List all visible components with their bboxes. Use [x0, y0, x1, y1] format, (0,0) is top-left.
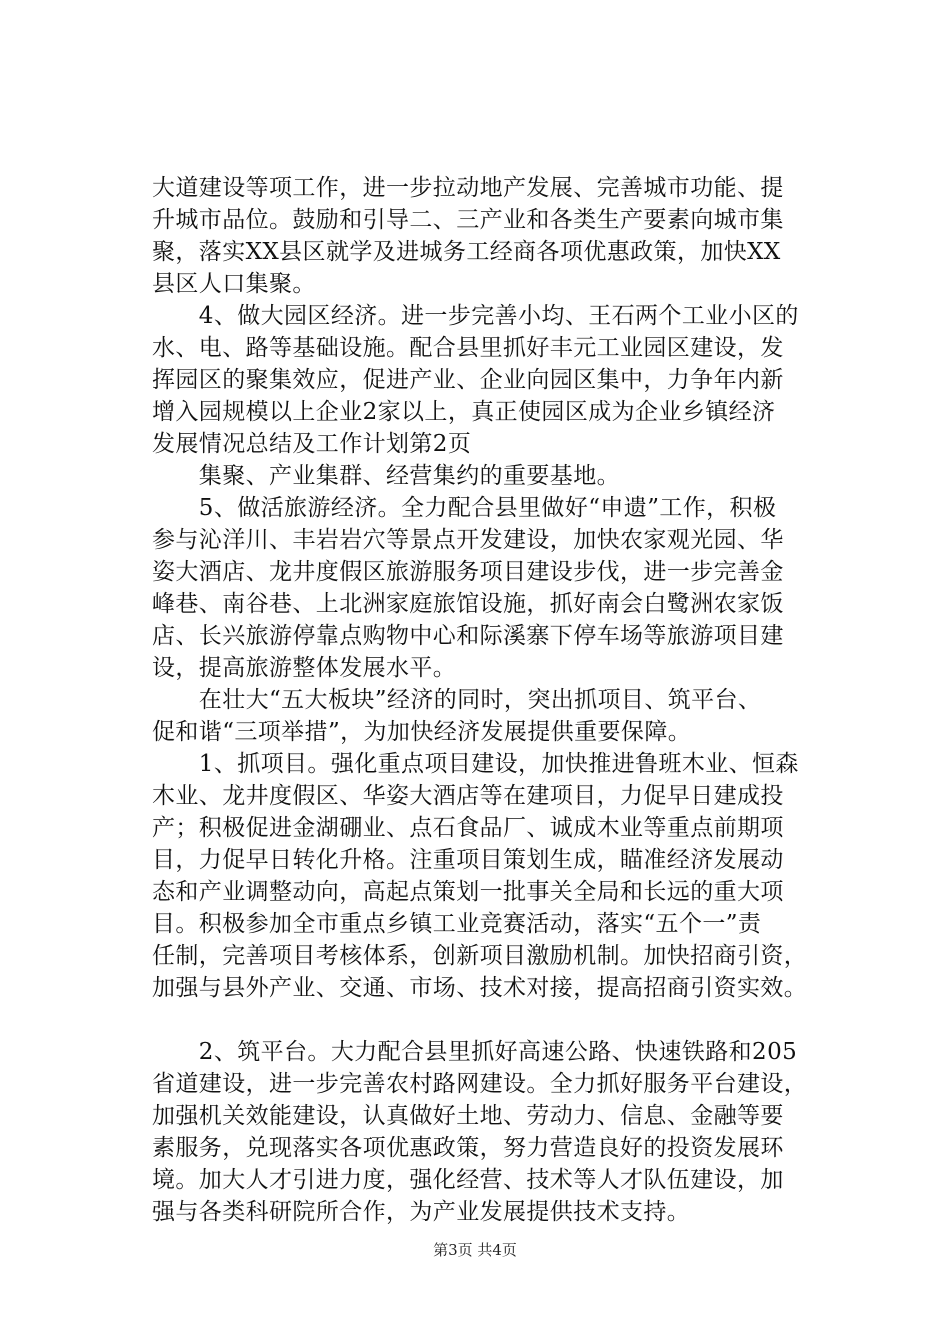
text-line: 聚，落实XX县区就学及进城务工经商各项优惠政策，加快XX [152, 239, 781, 265]
text-line: 2、筑平台。大力配合县里抓好高速公路、快速铁路和205 [152, 1039, 798, 1065]
text-line: 店、长兴旅游停靠点购物中心和际溪寨下停车场等旅游项目建 [152, 623, 784, 649]
text-line: 姿大酒店、龙井度假区旅游服务项目建设步伐，进一步完善金 [152, 559, 784, 585]
text-line: 发展情况总结及工作计划第2页 [152, 431, 472, 457]
page-footer: 第3页 共4页 [433, 1241, 517, 1259]
text-line: 在壮大“五大板块”经济的同时，突出抓项目、筑平台、 [152, 687, 762, 713]
text-line: 省道建设，进一步完善农村路网建设。全力抓好服务平台建设， [152, 1071, 808, 1097]
text-line: 态和产业调整动向，高起点策划一批事关全局和长远的重大项 [152, 879, 784, 905]
text-line: 水、电、路等基础设施。配合县里抓好丰元工业园区建设，发 [152, 335, 784, 361]
text-line: 境。加大人才引进力度，强化经营、技术等人才队伍建设，加 [152, 1167, 784, 1193]
text-line: 促和谐“三项举措”，为加快经济发展提供重要保障。 [152, 719, 692, 745]
text-line: 大道建设等项工作，进一步拉动地产发展、完善城市功能、提 [152, 175, 784, 201]
text-line: 5、做活旅游经济。全力配合县里做好“申遗”工作，积极 [152, 495, 777, 521]
text-line: 参与沁洋川、丰岩岩穴等景点开发建设，加快农家观光园、华 [152, 527, 784, 553]
text-line: 集聚、产业集群、经营集约的重要基地。 [152, 463, 620, 489]
document-body [152, 172, 852, 1228]
text-line: 强与各类科研院所合作，为产业发展提供技术支持。 [152, 1199, 691, 1225]
text-line: 加强与县外产业、交通、市场、技术对接，提高招商引资实效。 [152, 975, 808, 1001]
text-line: 产；积极促进金湖硼业、点石食品厂、诚成木业等重点前期项 [152, 815, 784, 841]
text-line: 峰巷、南谷巷、上北洲家庭旅馆设施，抓好南会白鹭洲农家饭 [152, 591, 784, 617]
text-line: 设，提高旅游整体发展水平。 [152, 655, 457, 681]
text-line: 1、抓项目。强化重点项目建设，加快推进鲁班木业、恒森 [152, 751, 799, 777]
text-line: 加强机关效能建设，认真做好土地、劳动力、信息、金融等要 [152, 1103, 784, 1129]
text-line: 任制，完善项目考核体系，创新项目激励机制。加快招商引资， [152, 943, 808, 969]
text-line: 升城市品位。鼓励和引导二、三产业和各类生产要素向城市集 [152, 207, 784, 233]
text-line: 木业、龙井度假区、华姿大酒店等在建项目，力促早日建成投 [152, 783, 784, 809]
text-line: 4、做大园区经济。进一步完善小均、王石两个工业小区的 [152, 303, 799, 329]
text-line: 目。积极参加全市重点乡镇工业竞赛活动，落实“五个一”责 [152, 911, 762, 937]
text-line: 挥园区的聚集效应，促进产业、企业向园区集中，力争年内新 [152, 367, 784, 393]
blank-line [152, 1004, 852, 1036]
text-line: 目，力促早日转化升格。注重项目策划生成，瞄准经济发展动 [152, 847, 784, 873]
text-line: 增入园规模以上企业2家以上，真正使园区成为企业乡镇经济 [152, 399, 776, 425]
text-line: 素服务，兑现落实各项优惠政策，努力营造良好的投资发展环 [152, 1135, 784, 1161]
text-line: 县区人口集聚。 [152, 271, 316, 297]
